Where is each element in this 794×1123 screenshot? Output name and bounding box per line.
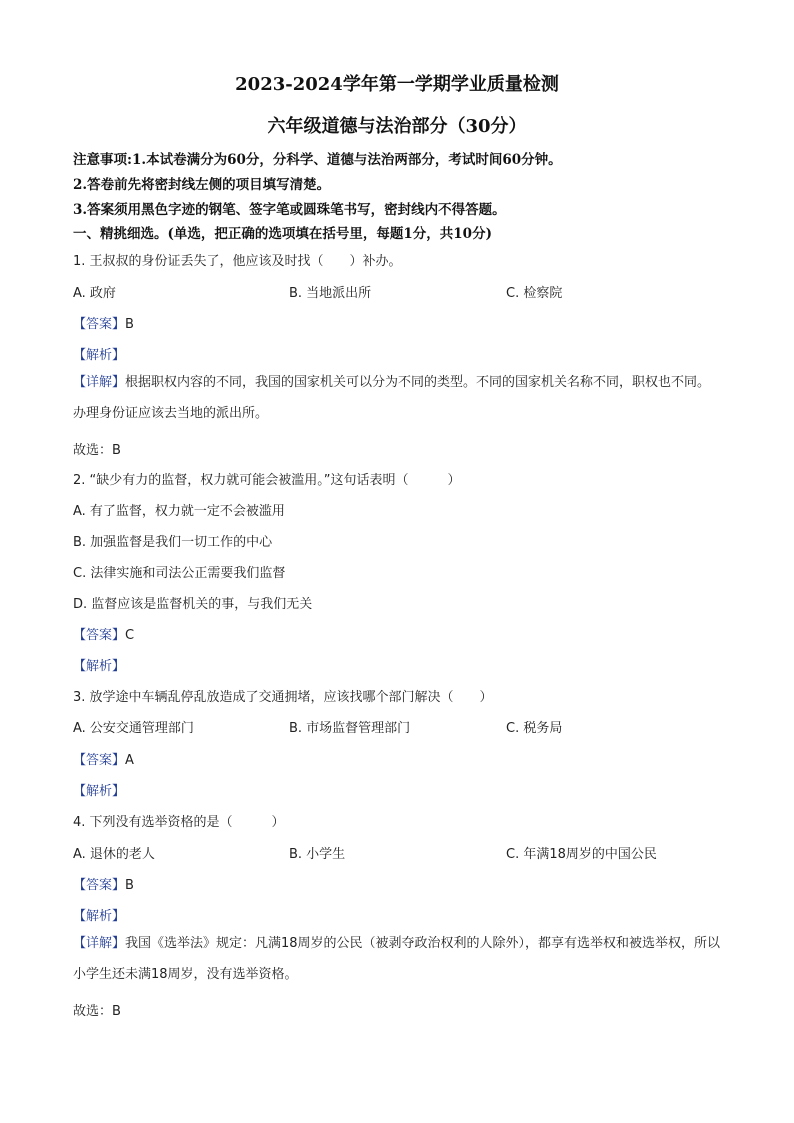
q2-option-b: B. 加强监督是我们一切工作的中心 bbox=[73, 535, 273, 550]
notice-line-3: 3.答案须用黑色字迹的钢笔、签字笔或圆珠笔书写，密封线内不得答题。 bbox=[73, 202, 506, 218]
q2-option-c: C. 法律实施和司法公正需要我们监督 bbox=[73, 566, 286, 581]
q4-answer-value: B bbox=[125, 878, 134, 893]
notice-line-1: 注意事项:1.本试卷满分为60分，分科学、道德与法治两部分，考试时间60分钟。 bbox=[73, 152, 562, 168]
q2-analysis-label bbox=[73, 655, 733, 674]
section-heading: 一、精挑细选。(单选，把正确的选项填在括号里，每题1分，共10分) bbox=[73, 226, 492, 242]
q2-option-d: D. 监督应该是监督机关的事，与我们无关 bbox=[73, 597, 313, 612]
answer-label: 【答案】 bbox=[73, 753, 126, 768]
answer-label: 【答案】 bbox=[73, 878, 126, 893]
q4-stem: 4. 下列没有选举资格的是（ ） bbox=[73, 815, 285, 830]
q3-answer-value: A bbox=[125, 753, 134, 768]
q1-option-c: C. 检察院 bbox=[506, 286, 563, 301]
q3-analysis-label bbox=[73, 780, 733, 799]
q4-answer bbox=[73, 874, 733, 893]
q1-choice: 故选：B bbox=[73, 443, 121, 458]
q4-detail bbox=[73, 928, 723, 990]
analysis-label: 【解析】 bbox=[73, 784, 126, 799]
analysis-label: 【解析】 bbox=[73, 659, 126, 674]
q1-option-b: B. 当地派出所 bbox=[289, 286, 372, 301]
q1-answer bbox=[73, 313, 733, 332]
q4-option-a: A. 退休的老人 bbox=[73, 847, 155, 862]
q1-stem: 1. 王叔叔的身份证丢失了，他应该及时找（ ）补办。 bbox=[73, 254, 402, 269]
q3-option-a: A. 公安交通管理部门 bbox=[73, 721, 194, 736]
answer-label: 【答案】 bbox=[73, 317, 126, 332]
q1-answer-value: B bbox=[125, 317, 134, 332]
q4-detail-text: 我国《选举法》规定：凡满18周岁的公民（被剥夺政治权利的人除外），都享有选举权和被选举权，所以小学生还未满18周岁，没有选举资格。 bbox=[73, 936, 721, 982]
q3-answer bbox=[73, 749, 733, 768]
detail-label: 【详解】 bbox=[73, 936, 126, 951]
q1-detail-text: 根据职权内容的不同，我国的国家机关可以分为不同的类型。不同的国家机关名称不同，职权也不同。办理身份证应该去当地的派出所。 bbox=[73, 375, 711, 421]
answer-label: 【答案】 bbox=[73, 628, 126, 643]
notice-line-2: 2.答卷前先将密封线左侧的项目填写清楚。 bbox=[73, 177, 331, 193]
q3-stem: 3. 放学途中车辆乱停乱放造成了交通拥堵，应该找哪个部门解决（ ） bbox=[73, 690, 493, 705]
q2-answer bbox=[73, 624, 733, 643]
q4-option-c: C. 年满18周岁的中国公民 bbox=[506, 847, 657, 862]
q2-option-a: A. 有了监督，权力就一定不会被滥用 bbox=[73, 504, 285, 519]
detail-label: 【详解】 bbox=[73, 375, 126, 390]
q2-stem: 2. “缺少有力的监督，权力就可能会被滥用。”这句话表明（ ） bbox=[73, 473, 461, 488]
q4-analysis-label bbox=[73, 905, 733, 924]
analysis-label: 【解析】 bbox=[73, 348, 126, 363]
q4-choice: 故选：B bbox=[73, 1004, 121, 1019]
q1-analysis-label bbox=[73, 344, 733, 363]
q1-option-a: A. 政府 bbox=[73, 286, 116, 301]
q4-option-b: B. 小学生 bbox=[289, 847, 346, 862]
q3-option-b: B. 市场监督管理部门 bbox=[289, 721, 411, 736]
exam-subtitle: 六年级道德与法治部分（30分） bbox=[267, 116, 527, 137]
exam-title: 2023-2024学年第一学期学业质量检测 bbox=[235, 74, 559, 95]
q1-detail bbox=[73, 367, 723, 429]
analysis-label: 【解析】 bbox=[73, 909, 126, 924]
q2-answer-value: C bbox=[125, 628, 135, 643]
q3-option-c: C. 税务局 bbox=[506, 721, 563, 736]
